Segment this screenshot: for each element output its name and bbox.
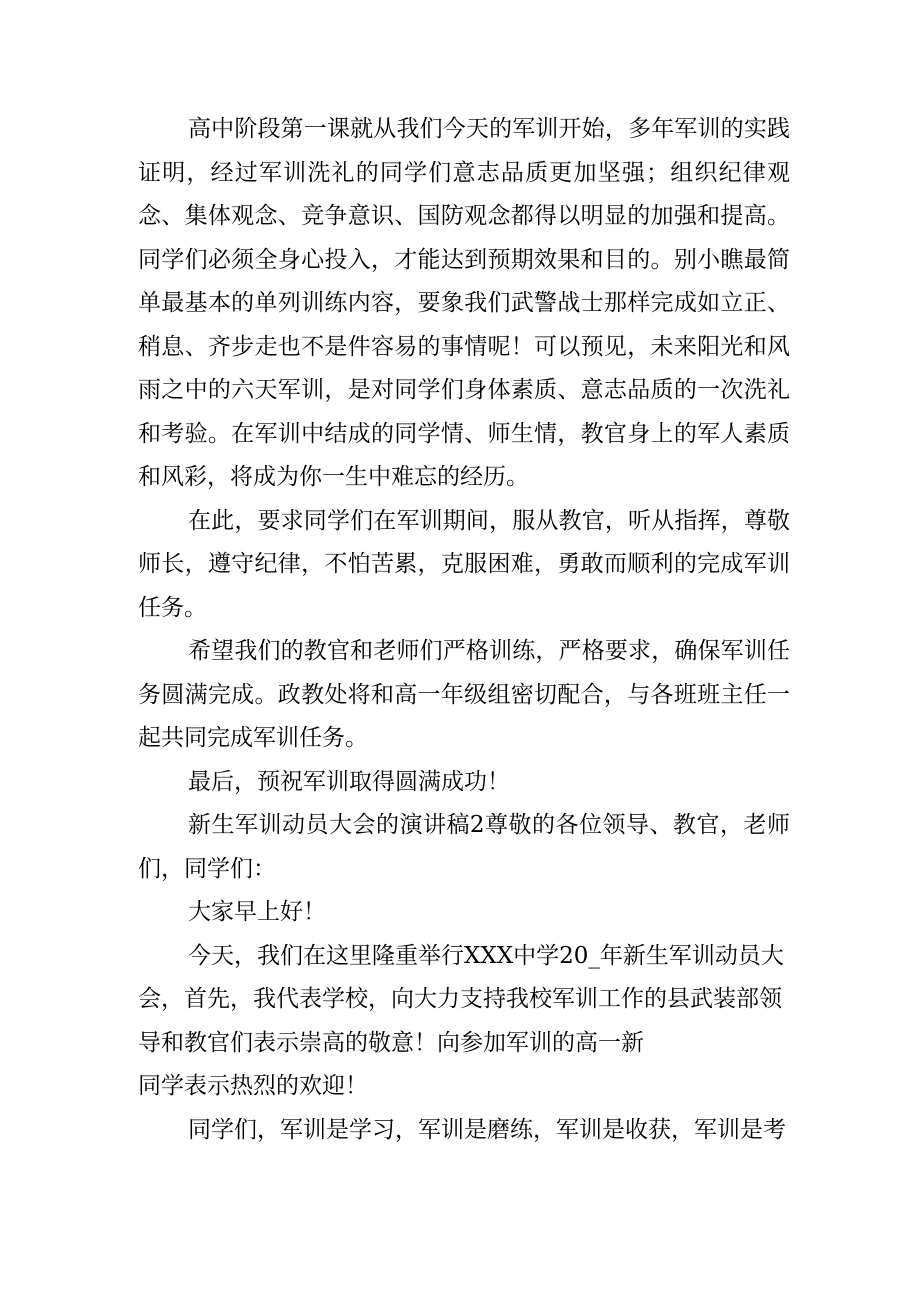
paragraph-intro: 高中阶段第一课就从我们今天的军训开始，多年军训的实践证明，经过军训洗礼的同学们意志品质更加坚强；组织纪律观念、集体观念、竞争意识、国防观念都得以明显的加强和提高。同学们必须全身心投入，才能达到预期效果和目的。别小瞧最简单最基本的单列训练内容，要象我们武警战士那样完成如立正、稍息、齐步走也不是件容易的事情呢！可以预见，未来阳光和风雨之中的六天军训，是对同学们身体素质、意志品质的一次洗礼和考验。在军训中结成的同学情、师生情，教官身上的军人素质和风彩，将成为你一生中难忘的经历。	[138, 116, 790, 490]
paragraph-hope: 希望我们的教官和老师们严格训练，严格要求，确保军训任务圆满完成。政教处将和高一年级组密切配合，与各班班主任一起共同完成军训任务。	[138, 638, 790, 751]
paragraph-opening: 今天，我们在这里隆重举行XXX中学20_年新生军训动员大会，首先，我代表学校，向大力支持我校军训工作的县武装部领导和教官们表示崇高的敬意！向参加军训的高一新	[138, 942, 784, 1056]
paragraph-greeting: 大家早上好！	[188, 899, 326, 925]
document-body	[138, 108, 790, 1152]
paragraph-speech-title: 新生军训动员大会的演讲稿2尊敬的各位领导、教官，老师们，同学们：	[138, 812, 790, 882]
paragraph-welcome: 同学表示热烈的欢迎！	[138, 1073, 368, 1099]
paragraph-wish: 最后，预祝军训取得圆满成功！	[188, 768, 510, 795]
paragraph-requirements: 在此，要求同学们在军训期间，服从教官，听从指挥，尊敬师长，遵守纪律，不怕苦累，克服困难，勇敢而顺利的完成军训任务。	[138, 507, 790, 621]
paragraph-military-training: 同学们，军训是学习，军训是磨练，军训是收获，军训是考	[188, 1116, 786, 1143]
